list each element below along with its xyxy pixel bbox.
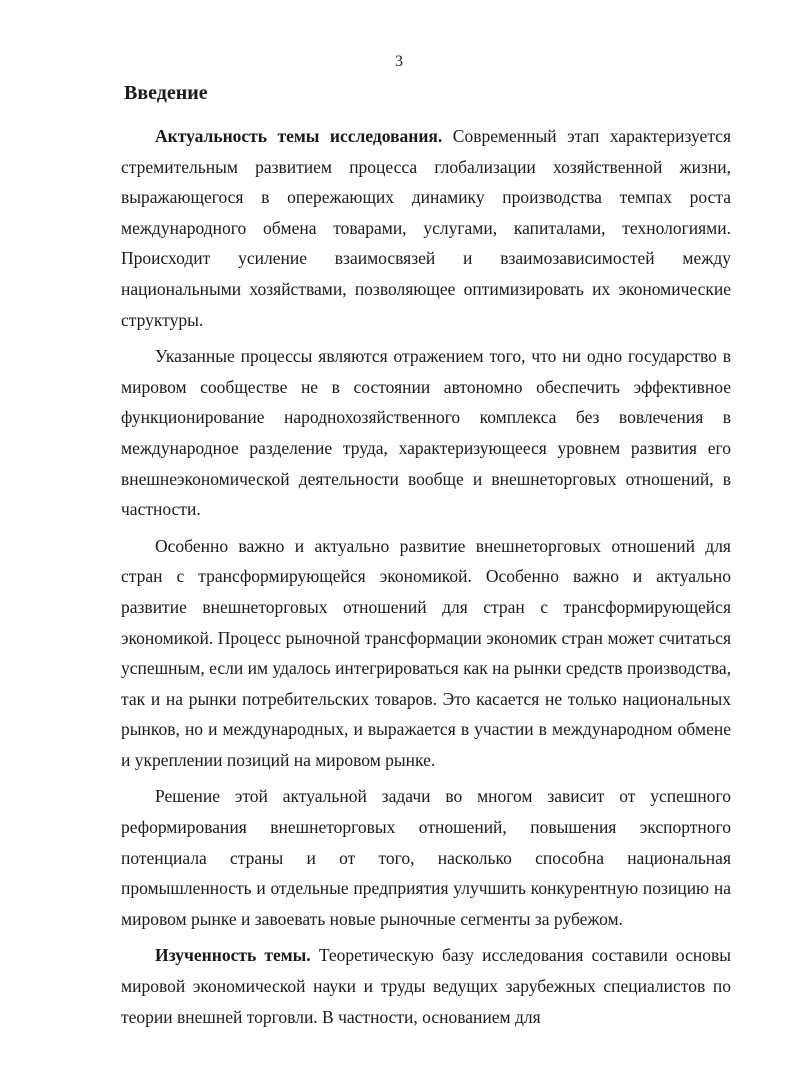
paragraph-text: Особенно важно и актуально развитие внешнеторговых отношений для стран с трансформирующейся экономикой. Особенно важно и актуально развитие внешнеторговых отношений для стран с трансформирующейся экономикой. Процесс рыночной трансформации экономик стран может считаться успешным, если им удалось интегрироваться как на рынки средств производства, так и на рынки потребительских товаров. Это касается не только национальных рынков, но и международных, и выражается в участии в международном обмене и укреплении позиций на мировом рынке. — [121, 535, 731, 770]
paragraph — [121, 781, 731, 934]
paragraph-lead: Актуальность темы исследования. — [155, 126, 443, 146]
paragraph-text: Указанные процессы являются отражением того, что ни одно государство в мировом сообществе не в состоянии автономно обеспечить эффективное функционирование народнохозяйственного комплекса без вовлечения в международное разделение труда, характеризующееся уровнем развития его внешнеэкономической деятельности вообще и внешнеторговых отношений, в частности. — [121, 346, 731, 520]
paragraph — [121, 341, 731, 525]
paragraph-study-level — [121, 940, 731, 1032]
body-text — [121, 121, 731, 1032]
paragraph-relevance — [121, 121, 731, 335]
paragraph — [121, 531, 731, 776]
paragraph-text: Теоретическую базу исследования составили основы мировой экономической науки и труды ведущих зарубежных специалистов по теории внешней торговли. В частности, основанием для — [121, 945, 731, 1027]
page-number: 3 — [395, 53, 403, 70]
paragraph-text: Современный этап характеризуется стремительным развитием процесса глобализации хозяйственной жизни, выражающегося в опережающих динамику производства темпах роста международного обмена товарами, услугами, капиталами, технологиями. Происходит усиление взаимосвязей и взаимозависимостей между национальными хозяйствами, позволяющее оптимизировать их экономические структуры. — [121, 126, 732, 330]
paragraph-text: Решение этой актуальной задачи во многом зависит от успешного реформирования внешнеторговых отношений, повышения экспортного потенциала страны и от того, насколько способна национальная промышленность и отдельные предприятия улучшить конкурентную позицию на мировом рынке и завоевать новые рыночные сегменты за рубежом. — [121, 786, 731, 929]
paragraph-lead: Изученность темы. — [155, 945, 311, 966]
section-heading: Введение — [124, 82, 208, 104]
